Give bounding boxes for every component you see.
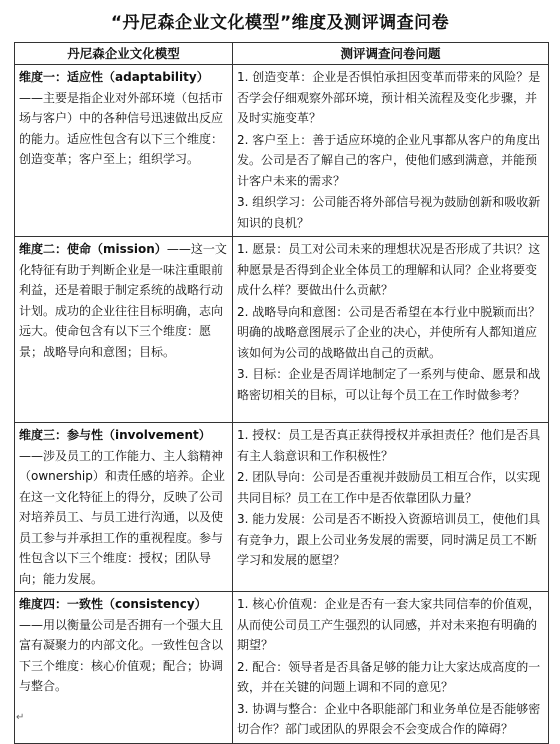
dimension-cell	[15, 592, 233, 744]
question-item: 1. 核心价值观：企业是否有一套大家共同信奉的价值观，从而使公司员工产生强烈的认同感，并对未来抱有明确的期望？	[237, 597, 541, 652]
question-item: 2. 客户至上：善于适应环境的企业凡事都从客户的角度出发。公司是否了解自己的客户，使他们感到满意，并能预计客户未来的需求？	[237, 132, 541, 188]
table-row	[15, 423, 549, 592]
question-item: 3. 能力发展：公司是否不断投入资源培训员工，使他们具有竞争力，跟上公司业务发展的需要，同时满足员工不断学习和发展的愿望？	[237, 512, 541, 567]
question-item: 3. 协调与整合：企业中各职能部门和业务单位是否能够密切合作？部门或团队的界限会不会变成合作的障碍？	[237, 701, 541, 736]
questions-cell	[233, 423, 549, 592]
dimension-description: ——这一文化特征有助于判断企业是一味注重眼前利益，还是着眼于制定系统的战略行动计划。成功的企业往往目标明确，志向远大。使命包含有以下三个维度：愿景；战略导向和意图；目标。	[19, 242, 227, 359]
dimension-cell	[15, 65, 233, 237]
header-questions: 测评调查问卷问题	[233, 43, 549, 65]
dimension-cell	[15, 423, 233, 592]
questions-cell	[233, 592, 549, 744]
dimension-title: 维度四：一致性（consistency）	[19, 597, 207, 611]
survey-table	[14, 42, 549, 744]
dimension-title: 维度三：参与性（involvement）	[19, 428, 211, 442]
paragraph-end-mark: ↵	[16, 712, 25, 723]
dimension-title: 维度一：适应性（adaptability）	[19, 70, 209, 84]
dimension-title: 维度二：使命（mission）	[19, 242, 167, 256]
document-title: “丹尼森企业文化模型”维度及测评调查问卷	[110, 13, 450, 33]
dimension-description: ——涉及员工的工作能力、主人翁精神（ownership）和责任感的培养。企业在这一文化特征上的得分，反映了公司对培养员工、与员工进行沟通，以及使员工参与并承担工作的重视程度。参与性包含以下三个维度：授权；团队导向；能力发展。	[19, 448, 225, 586]
question-item: 1. 创造变革：企业是否惧怕承担因变革而带来的风险？是否学会仔细观察外部环境，预计相关流程及变化步骤，并及时实施变革？	[237, 70, 541, 125]
question-item: 1. 愿景：员工对公司未来的理想状况是否形成了共识？这种愿景是否得到企业全体员工的理解和认同？企业将要变成什么样？要做出什么贡献？	[237, 242, 541, 297]
question-item: 2. 战略导向和意图：公司是否希望在本行业中脱颖而出？明确的战略意图展示了企业的决心，并使所有人都知道应该如何为公司的战略做出自己的贡献。	[237, 304, 541, 360]
questions-cell	[233, 65, 549, 237]
table-header-row	[15, 43, 549, 65]
table-row	[15, 65, 549, 237]
question-item: 3. 目标：企业是否周详地制定了一系列与使命、愿景和战略密切相关的目标，可以让每个员工在工作时做参考？	[237, 367, 541, 402]
question-item: 2. 配合：领导者是否具备足够的能力让大家达成高度的一致，并在关键的问题上调和不同的意见？	[237, 659, 541, 694]
question-item: 2. 团队导向：公司是否重视并鼓励员工相互合作，以实现共同目标？员工在工作中是否依靠团队力量？	[237, 470, 541, 505]
question-item: 3. 组织学习：公司能否将外部信号视为鼓励创新和吸收新知识的良机？	[237, 195, 541, 230]
table-row	[15, 237, 549, 423]
questions-cell	[233, 237, 549, 423]
dimension-description: ——用以衡量公司是否拥有一个强大且富有凝聚力的内部文化。一致性包含以下三个维度：核心价值观；配合；协调与整合。	[19, 617, 224, 693]
table-row	[15, 592, 549, 744]
question-item: 1. 授权：员工是否真正获得授权并承担责任？他们是否具有主人翁意识和工作积极性？	[237, 428, 541, 463]
dimension-description: ——主要是指企业对外部环境（包括市场与客户）中的各种信号迅速做出反应的能力。适应性包含有以下三个维度：创造变革；客户至上；组织学习。	[19, 90, 224, 166]
dimension-cell	[15, 237, 233, 423]
header-model: 丹尼森企业文化模型	[15, 43, 233, 65]
